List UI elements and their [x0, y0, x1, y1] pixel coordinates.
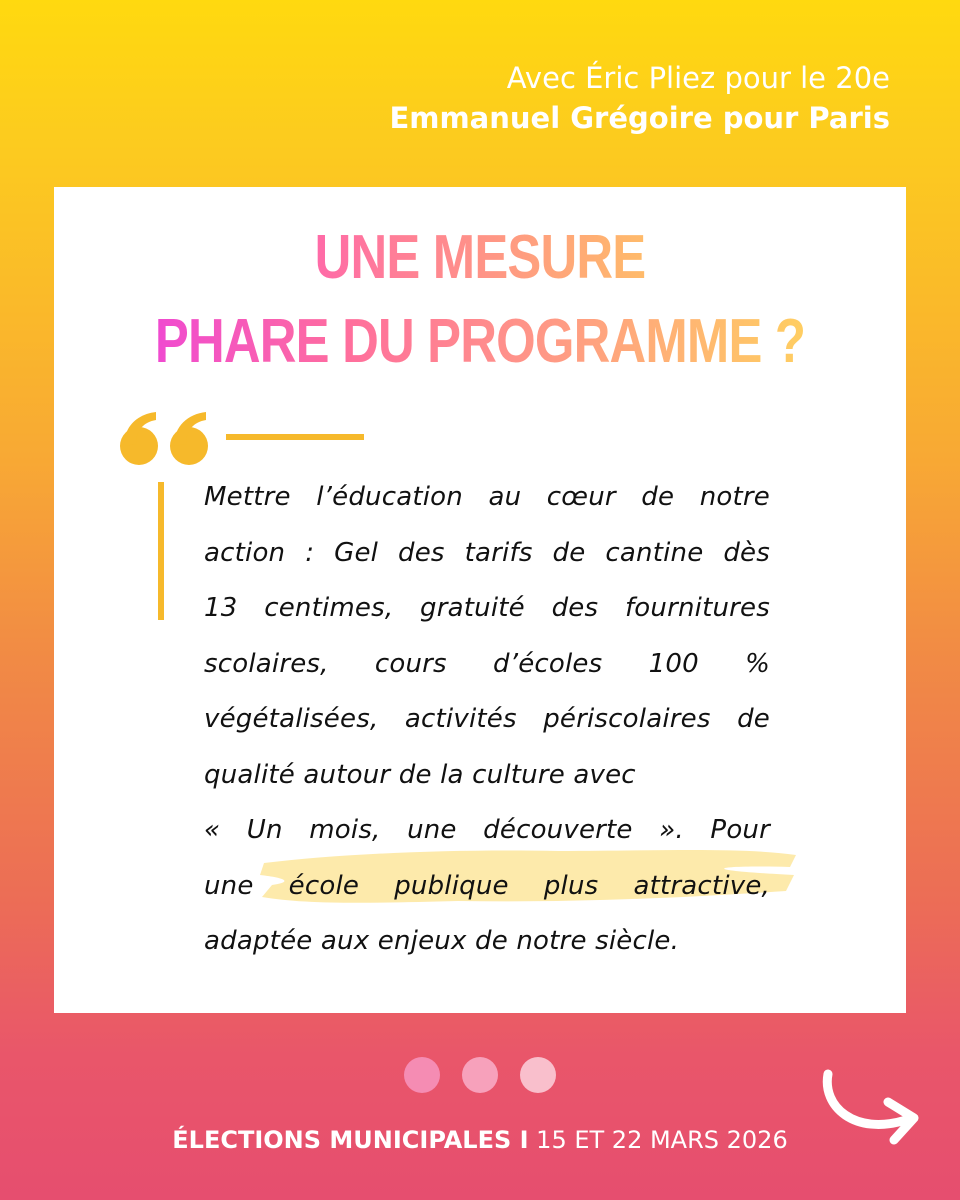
quote-line-4: scolaires, cours d’écoles 100 %: [204, 648, 770, 679]
quote-line-8: une école publique plus attractive,: [204, 870, 770, 901]
quote-line-2: action : Gel des tarifs de cantine dès: [204, 537, 770, 568]
quote-mark-icon: [116, 410, 216, 470]
quote-line-5: végétalisées, activités périscolaires de: [204, 704, 770, 734]
footer-election-dates: [0, 1124, 960, 1156]
quote-line-9: adaptée aux enjeux de notre siècle.: [204, 926, 680, 956]
quote-decoration-line: [226, 434, 364, 440]
quote-line-3: 13 centimes, gratuité des fournitures: [204, 593, 770, 623]
quote-line-1: Mettre l’éducation au cœur de notre: [204, 482, 770, 512]
carousel-dots: [404, 1057, 564, 1093]
footer-label: ÉLECTIONS MUNICIPALES I: [172, 1126, 529, 1154]
quote-text: [204, 470, 770, 970]
carousel-dot-2[interactable]: [462, 1057, 498, 1093]
quote-line-7: « Un mois, une découverte ». Pour: [204, 815, 770, 845]
header-subtitle: Avec Éric Pliez pour le 20e: [506, 61, 890, 95]
header-title: Emmanuel Grégoire pour Paris: [389, 101, 890, 135]
footer-dates: 15 ET 22 MARS 2026: [528, 1126, 788, 1154]
card-title-line1: UNE MESURE: [314, 223, 646, 292]
carousel-dot-1[interactable]: [404, 1057, 440, 1093]
quote-side-bar: [158, 482, 164, 620]
carousel-dot-3[interactable]: [520, 1057, 556, 1093]
quote-line-6: qualité autour de la culture avec: [204, 759, 636, 790]
card-title-line2: PHARE DU PROGRAMME ?: [154, 307, 806, 376]
header: [389, 58, 890, 138]
